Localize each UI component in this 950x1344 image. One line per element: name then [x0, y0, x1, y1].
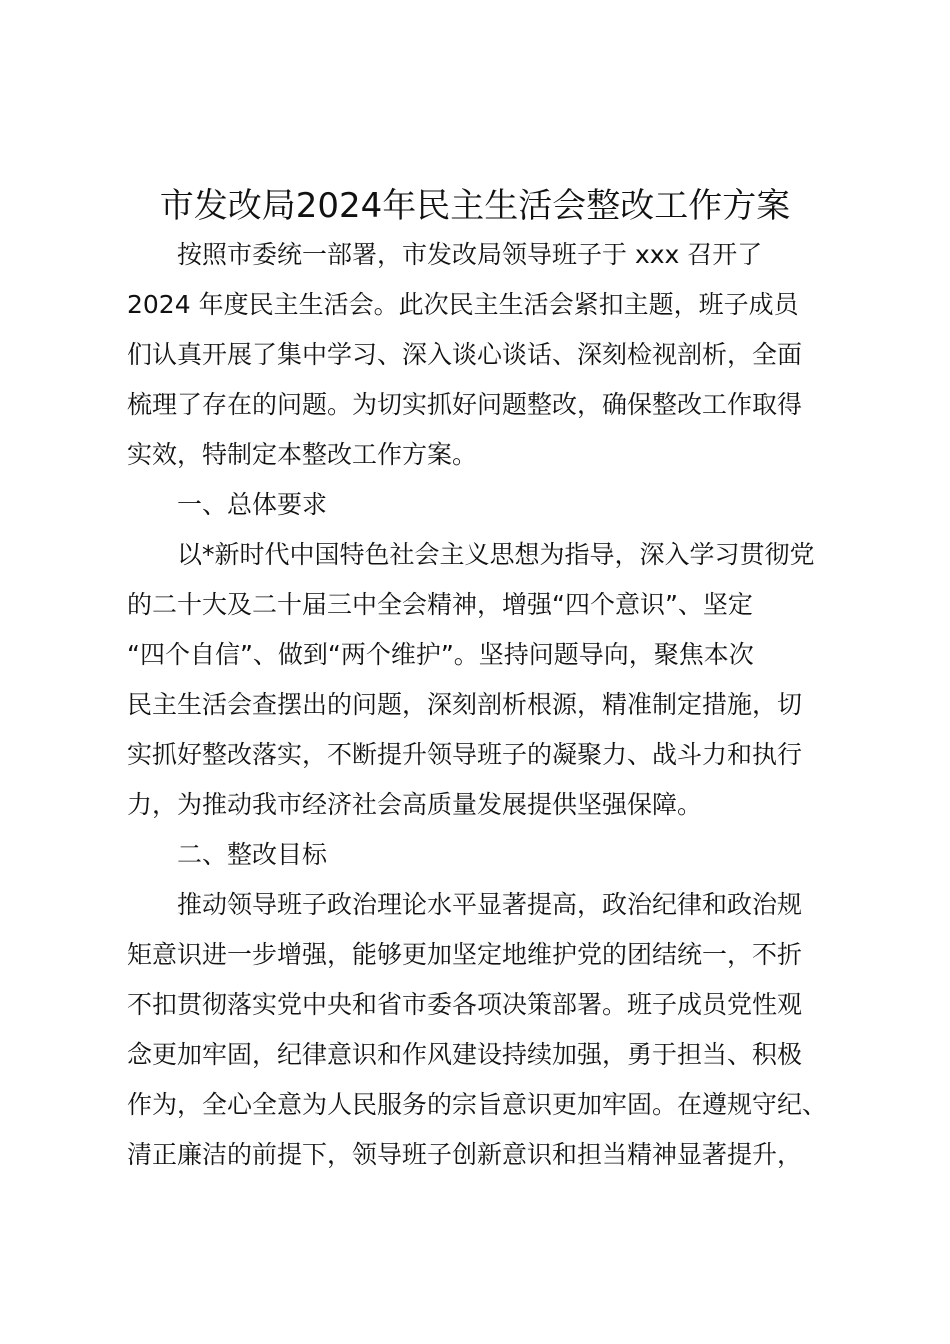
paragraph-line: 念更加牢固，纪律意识和作风建设持续加强，勇于担当、积极 — [127, 1040, 803, 1069]
paragraph-line: 清正廉洁的前提下，领导班子创新意识和担当精神显著提升， — [127, 1140, 803, 1169]
paragraph-line: 们认真开展了集中学习、深入谈心谈话、深刻检视剖析，全面 — [127, 340, 803, 369]
document-body — [127, 230, 847, 1180]
paragraph-line: 的二十大及二十届三中全会精神，增强“四个意识”、坚定 — [127, 590, 753, 619]
paragraph-line: 实效，特制定本整改工作方案。 — [127, 440, 478, 469]
paragraph-line: 2024 年度民主生活会。此次民主生活会紧扣主题，班子成员 — [127, 290, 799, 319]
paragraph-line: 力，为推动我市经济社会高质量发展提供坚强保障。 — [127, 790, 703, 819]
paragraph-overall-requirements — [127, 530, 847, 830]
paragraph-line: 梳理了存在的问题。为切实抓好问题整改，确保整改工作取得 — [127, 390, 803, 419]
paragraph-intro — [127, 230, 847, 480]
paragraph-line: 矩意识进一步增强，能够更加坚定地维护党的团结统一，不折 — [127, 940, 803, 969]
paragraph-line: 民主生活会查摆出的问题，深刻剖析根源，精准制定措施，切 — [127, 690, 803, 719]
section-heading-rectification-goals — [127, 830, 847, 880]
document-title: 市发改局2024年民主生活会整改工作方案 — [159, 186, 791, 226]
paragraph-line: 推动领导班子政治理论水平显著提高，政治纪律和政治规 — [177, 890, 803, 919]
section-heading-text: 二、整改目标 — [177, 840, 328, 869]
section-heading-overall-requirements — [127, 480, 847, 530]
paragraph-line: 实抓好整改落实，不断提升领导班子的凝聚力、战斗力和执行 — [127, 740, 803, 769]
paragraph-line: 以*新时代中国特色社会主义思想为指导，深入学习贯彻党 — [177, 540, 815, 569]
paragraph-line: 作为，全心全意为人民服务的宗旨意识更加牢固。在遵规守纪、 — [127, 1090, 828, 1119]
paragraph-line: “四个自信”、做到“两个维护”。坚持问题导向，聚焦本次 — [127, 640, 754, 669]
section-heading-text: 一、总体要求 — [177, 490, 328, 519]
paragraph-rectification-goals — [127, 880, 847, 1180]
paragraph-line: 不扣贯彻落实党中央和省市委各项决策部署。班子成员党性观 — [127, 990, 803, 1019]
paragraph-line: 按照市委统一部署，市发改局领导班子于 xxx 召开了 — [177, 240, 763, 269]
